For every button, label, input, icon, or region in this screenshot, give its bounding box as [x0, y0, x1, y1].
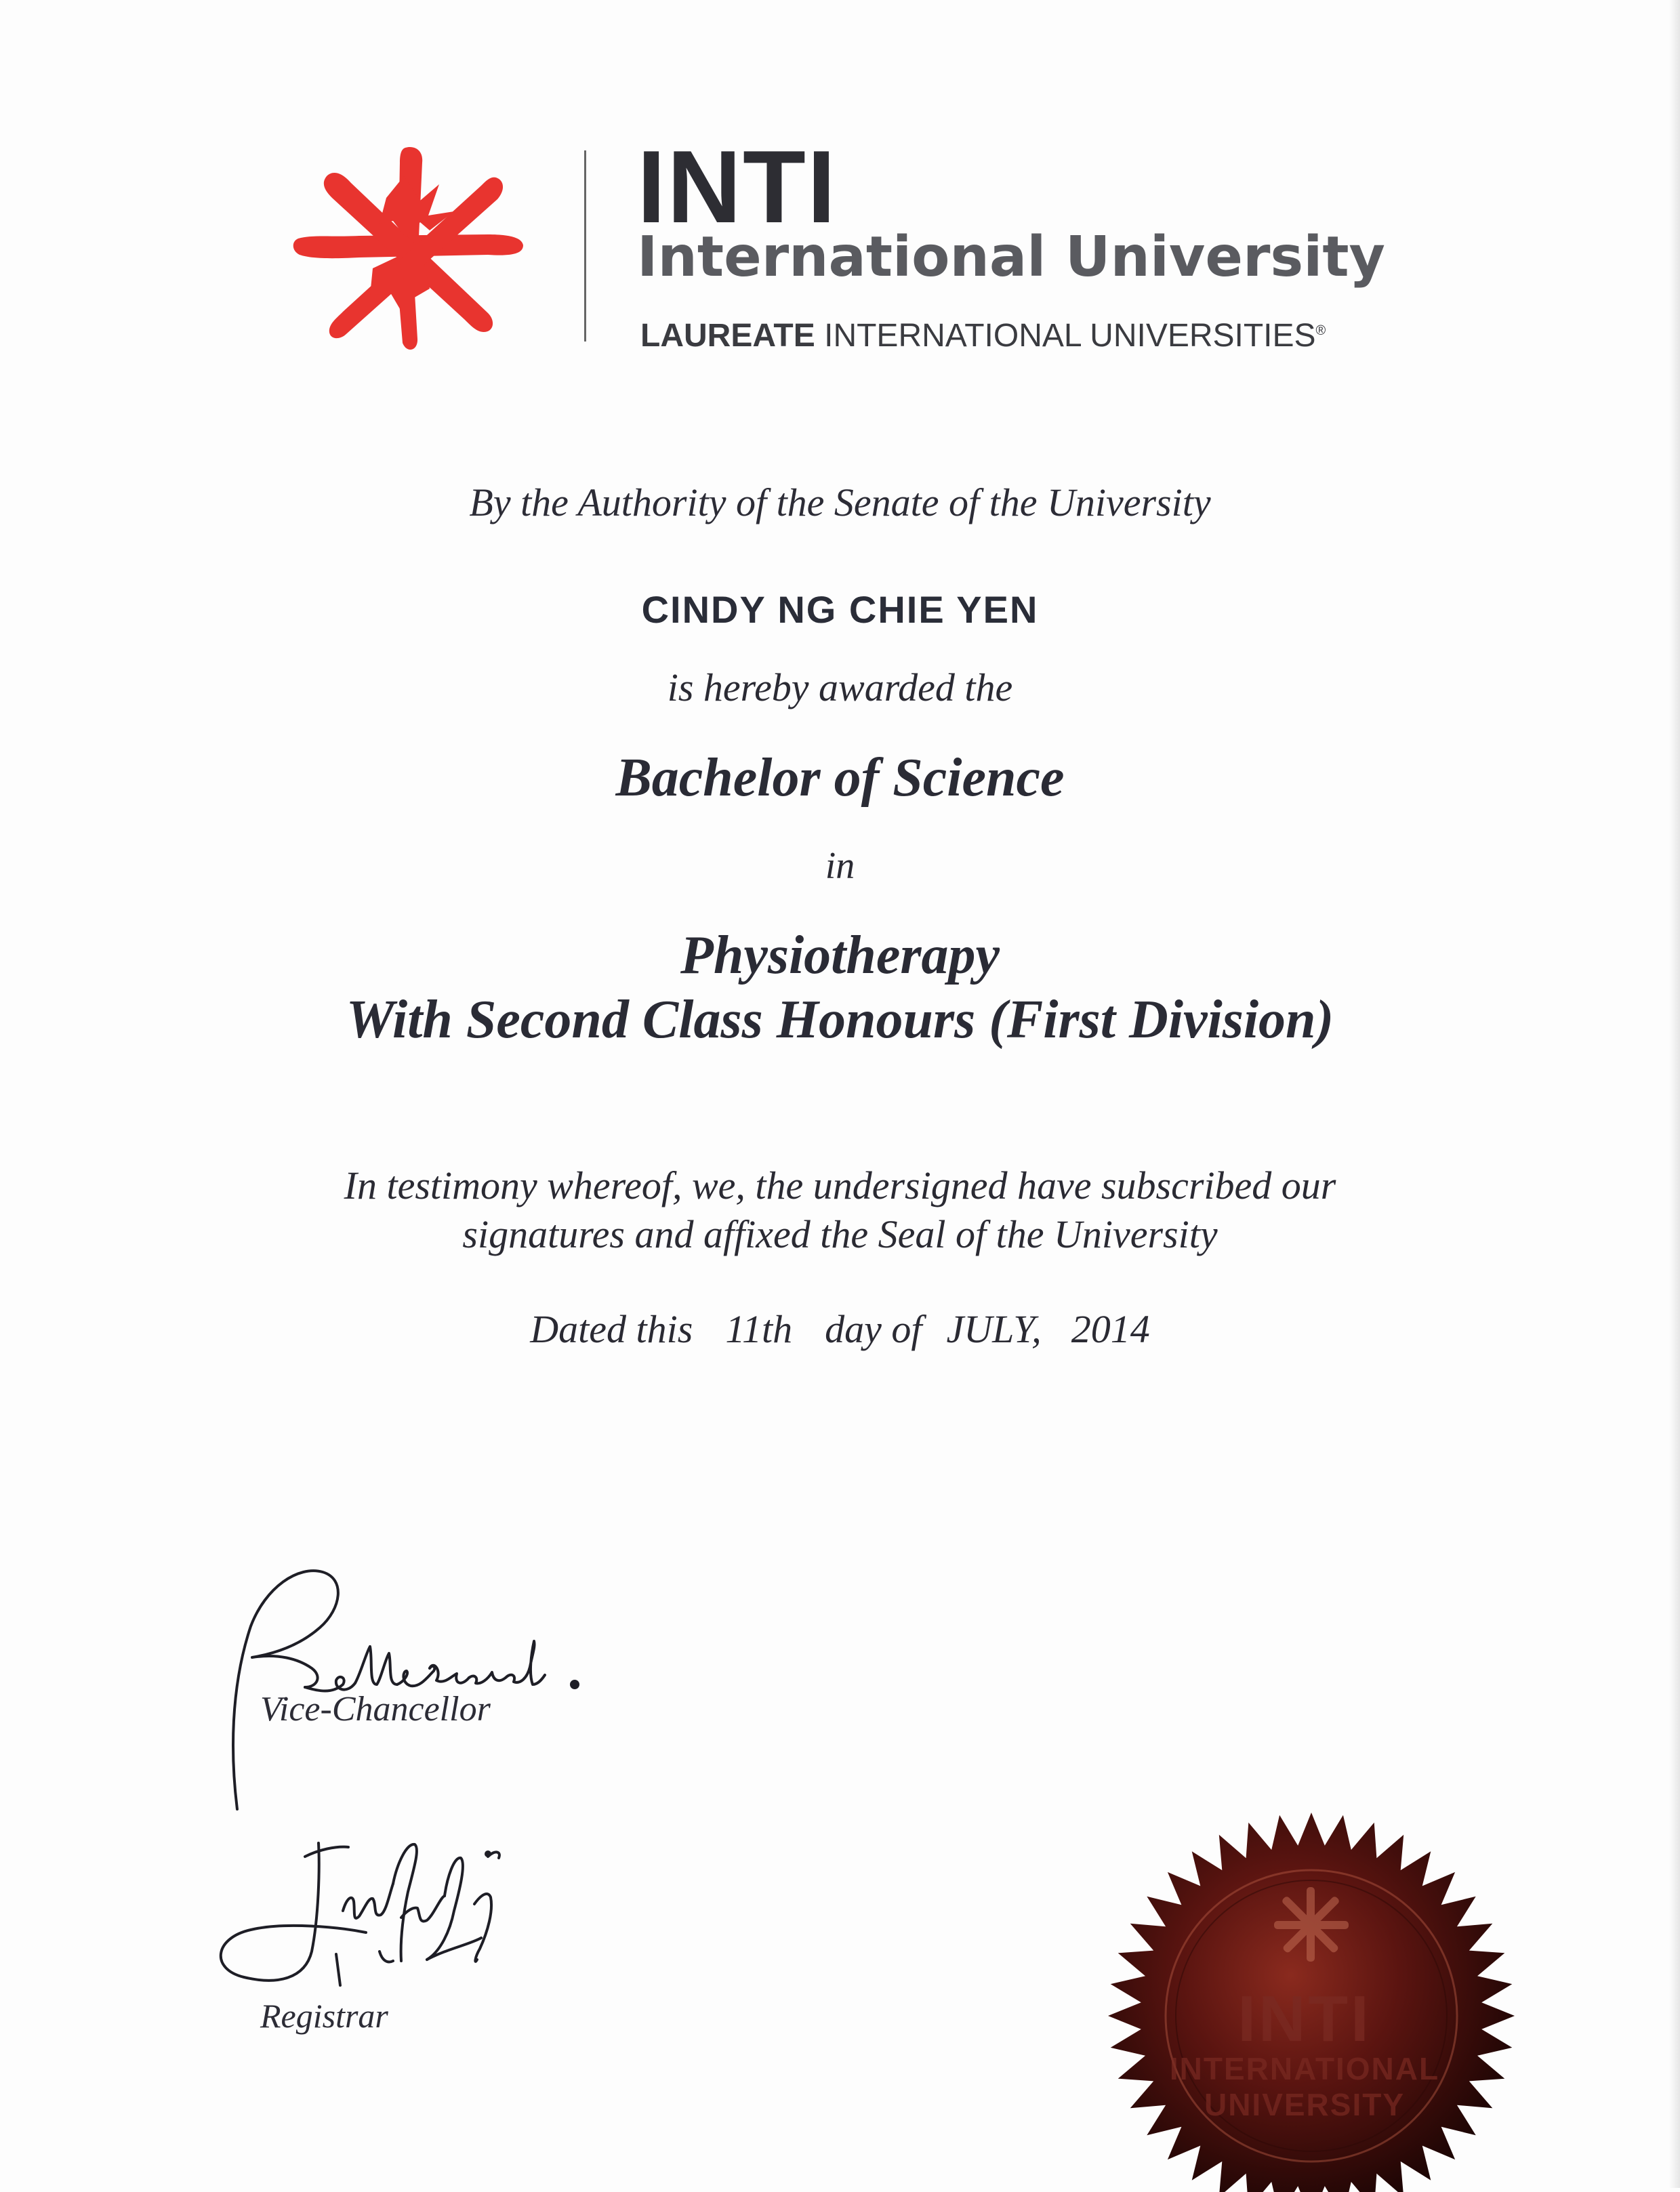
authority-line: By the Authority of the Senate of the University	[469, 480, 1211, 524]
page-edge-shadow	[1669, 0, 1680, 2188]
seal-text-inti: INTI	[1237, 1983, 1372, 2055]
logo-title: INTI	[637, 129, 838, 245]
awarded-line: is hereby awarded the	[667, 665, 1013, 709]
logo-subtitle: International University	[637, 225, 1385, 289]
dated-month: JULY,	[946, 1307, 1042, 1351]
degree-title: Bachelor of Science	[615, 748, 1065, 808]
logo-network-line	[640, 310, 1326, 356]
registrar-signature	[203, 1816, 583, 1999]
vice-chancellor-label: Vice-Chancellor	[260, 1690, 491, 1729]
registrar-label: Registrar	[260, 1997, 388, 2035]
dated-day: 11th	[725, 1307, 793, 1351]
dated-line	[0, 1302, 1680, 1357]
honours-title: With Second Class Honours (First Division)	[346, 990, 1334, 1050]
seal-text-university: UNIVERSITY	[1204, 2087, 1406, 2122]
recipient-name: CINDY NG CHIE YEN	[641, 588, 1039, 631]
dated-mid: day of	[825, 1307, 922, 1351]
major-title: Physiotherapy	[680, 926, 1000, 985]
testimony-line-1: In testimony whereof, we, the undersigned have subscribed our	[344, 1163, 1336, 1207]
network-rest: INTERNATIONAL UNIVERSITIES	[824, 318, 1316, 354]
logo-divider	[584, 150, 586, 342]
dated-prefix: Dated this	[530, 1307, 693, 1351]
in-connector: in	[825, 845, 855, 887]
testimony-line-2: signatures and affixed the Seal of the University	[462, 1212, 1218, 1256]
inti-star-logo-icon	[285, 136, 535, 359]
seal-text-international: INTERNATIONAL	[1169, 2051, 1440, 2086]
dated-year: 2014	[1071, 1307, 1150, 1351]
registered-mark: ®	[1315, 323, 1326, 338]
network-bold: LAUREATE	[640, 318, 815, 354]
